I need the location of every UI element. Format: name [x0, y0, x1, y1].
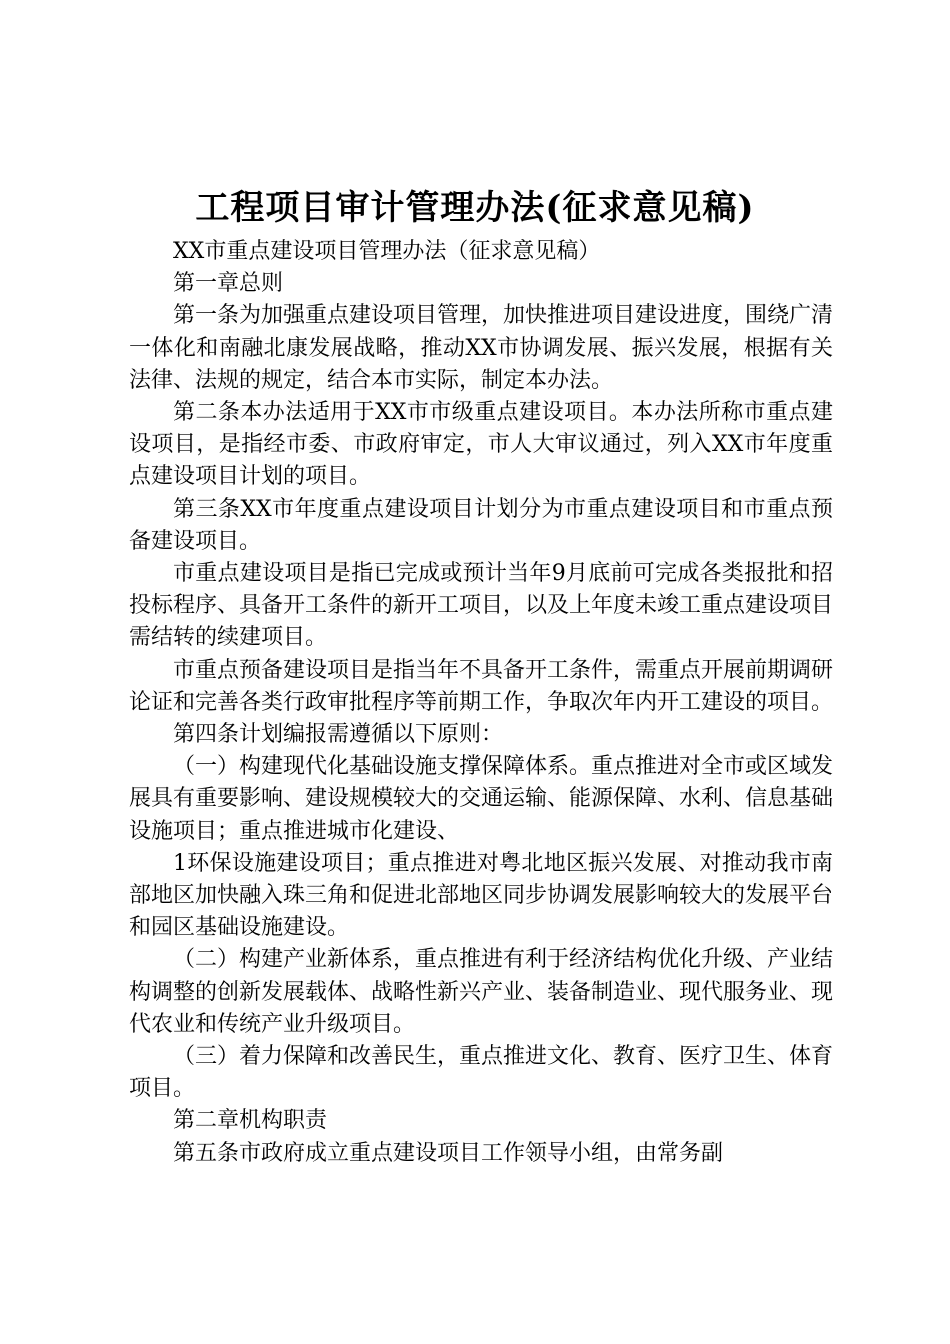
document-body — [129, 236, 833, 1170]
paragraph-article-2: 第二条本办法适用于XX市市级重点建设项目。本办法所称市重点建设项目，是指经市委、市政府审定，市人大审议通过，列入XX市年度重点建设项目计划的项目。 — [129, 400, 833, 490]
paragraph-chapter-1: 第一章总则 — [173, 271, 284, 297]
paragraph-article-4: 第四条计划编报需遵循以下原则： — [173, 722, 504, 748]
document-title: 工程项目审计管理办法(征求意见稿) — [195, 188, 755, 228]
paragraph-article-5: 第五条市政府成立重点建设项目工作领导小组，由常务副 — [173, 1140, 724, 1166]
paragraph-article-1: 第一条为加强重点建设项目管理，加快推进项目建设进度，围绕广清一体化和南融北康发展战略，推动XX市协调发展、振兴发展，根据有关法律、法规的规定，结合本市实际，制定本办法。 — [129, 303, 834, 393]
paragraph-article-3: 第三条XX市年度重点建设项目计划分为市重点建设项目和市重点预备建设项目。 — [129, 496, 833, 554]
paragraph-subtitle: XX市重点建设项目管理办法（征求意见稿） — [173, 239, 601, 264]
paragraph-chapter-2: 第二章机构职责 — [173, 1108, 328, 1134]
paragraph-principle-2: （二）构建产业新体系，重点推进有利于经济结构优化升级、产业结构调整的创新发展载体、战略性新兴产业、装备制造业、现代服务业、现代农业和传统产业升级项目。 — [129, 947, 834, 1037]
paragraph-principle-1-cont: 1环保设施建设项目；重点推进对粤北地区振兴发展、对推动我市南部地区加快融入珠三角和促进北部地区同步协调发展影响较大的发展平台和园区基础设施建设。 — [129, 850, 834, 941]
paragraph-reserve-projects: 市重点预备建设项目是指当年不具备开工条件，需重点开展前期调研论证和完善各类行政审批程序等前期工作，争取次年内开工建设的项目。 — [129, 657, 834, 715]
paragraph-principle-1: （一）构建现代化基础设施支撑保障体系。重点推进对全市或区域发展具有重要影响、建设规模较大的交通运输、能源保障、水利、信息基础设施项目；重点推进城市化建设、 — [129, 754, 834, 844]
paragraph-key-projects: 市重点建设项目是指已完成或预计当年9月底前可完成各类报批和招投标程序、具备开工条件的新开工项目，以及上年度未竣工重点建设项目需结转的续建项目。 — [129, 561, 834, 651]
paragraph-principle-3: （三）着力保障和改善民生，重点推进文化、教育、医疗卫生、体育项目。 — [129, 1044, 834, 1102]
